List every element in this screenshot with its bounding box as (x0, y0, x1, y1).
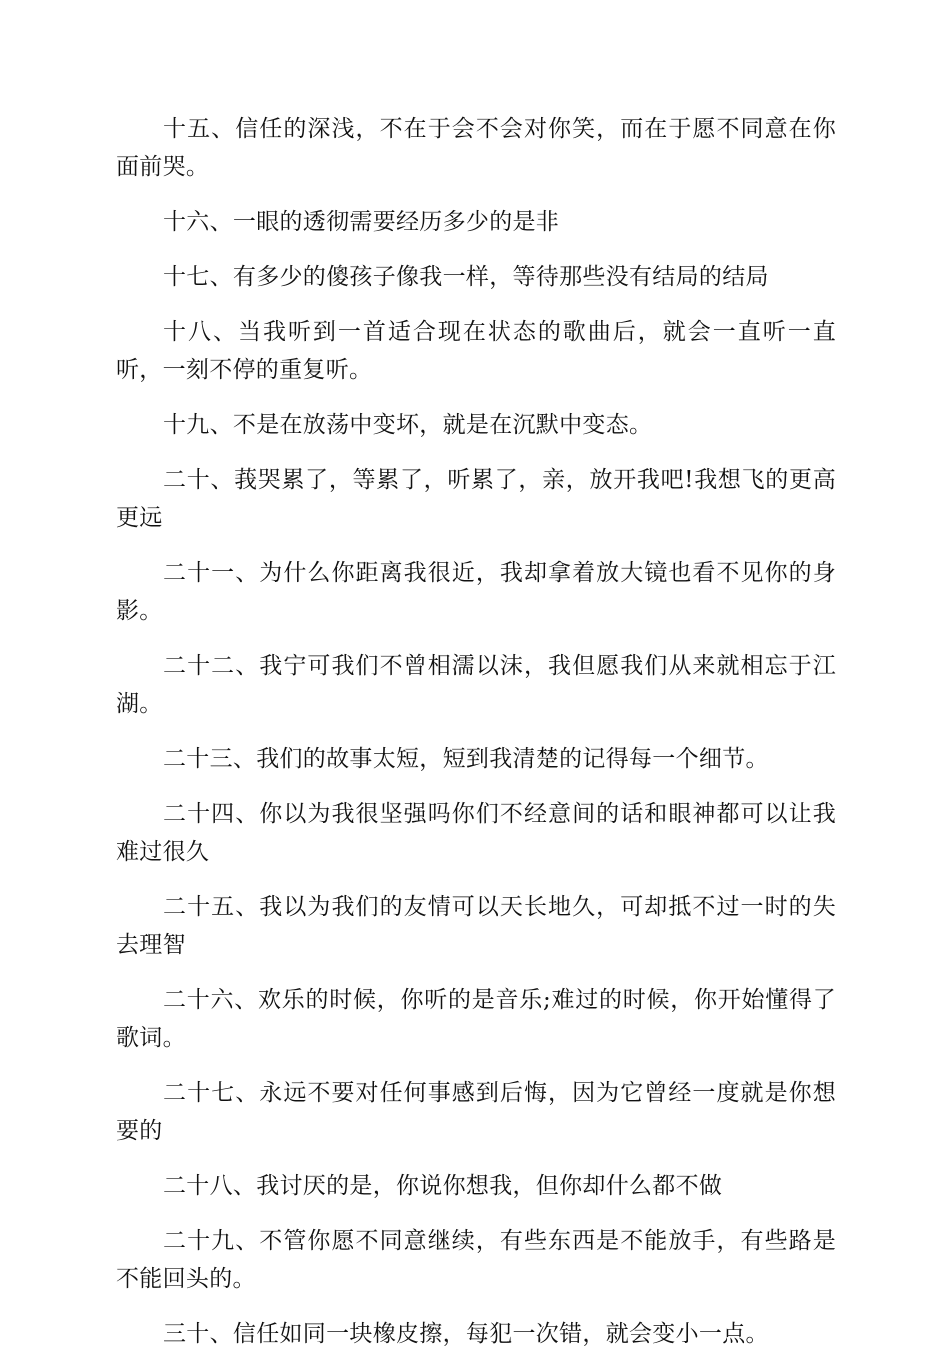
paragraph-18: 十八、当我听到一首适合现在状态的歌曲后，就会一直听一直听，一刻不停的重复听。 (116, 319, 836, 383)
paragraph-26: 二十六、欢乐的时候，你听的是音乐;难过的时候，你开始懂得了歌词。 (116, 987, 836, 1051)
paragraph-23: 二十三、我们的故事太短，短到我清楚的记得每一个细节。 (163, 746, 769, 772)
document-body (116, 110, 836, 1370)
paragraph-19: 十九、不是在放荡中变坏，就是在沉默中变态。 (163, 412, 653, 438)
paragraph-20: 二十、莪哭累了，等累了，听累了，亲，放开我吧!我想飞的更高更远 (116, 467, 836, 531)
paragraph-30: 三十、信任如同一块橡皮擦，每犯一次错，就会变小一点。 (163, 1321, 769, 1347)
paragraph-28: 二十八、我讨厌的是，你说你想我，但你却什么都不做 (163, 1173, 723, 1199)
paragraph-24: 二十四、你以为我很坚强吗你们不经意间的话和眼神都可以让我难过很久 (116, 801, 836, 865)
paragraph-29: 二十九、不管你愿不同意继续，有些东西是不能放手，有些路是不能回头的。 (116, 1228, 836, 1292)
paragraph-17: 十七、有多少的傻孩子像我一样，等待那些没有结局的结局 (163, 264, 769, 290)
paragraph-27: 二十七、永远不要对任何事感到后悔，因为它曾经一度就是你想要的 (116, 1080, 836, 1144)
paragraph-16: 十六、一眼的透彻需要经历多少的是非 (163, 209, 560, 235)
paragraph-25: 二十五、我以为我们的友情可以天长地久，可却抵不过一时的失去理智 (116, 894, 836, 958)
paragraph-21: 二十一、为什么你距离我很近，我却拿着放大镜也看不见你的身影。 (116, 560, 836, 624)
paragraph-15: 十五、信任的深浅，不在于会不会对你笑，而在于愿不同意在你面前哭。 (116, 116, 836, 180)
paragraph-22: 二十二、我宁可我们不曾相濡以沫，我但愿我们从来就相忘于江湖。 (116, 653, 836, 717)
